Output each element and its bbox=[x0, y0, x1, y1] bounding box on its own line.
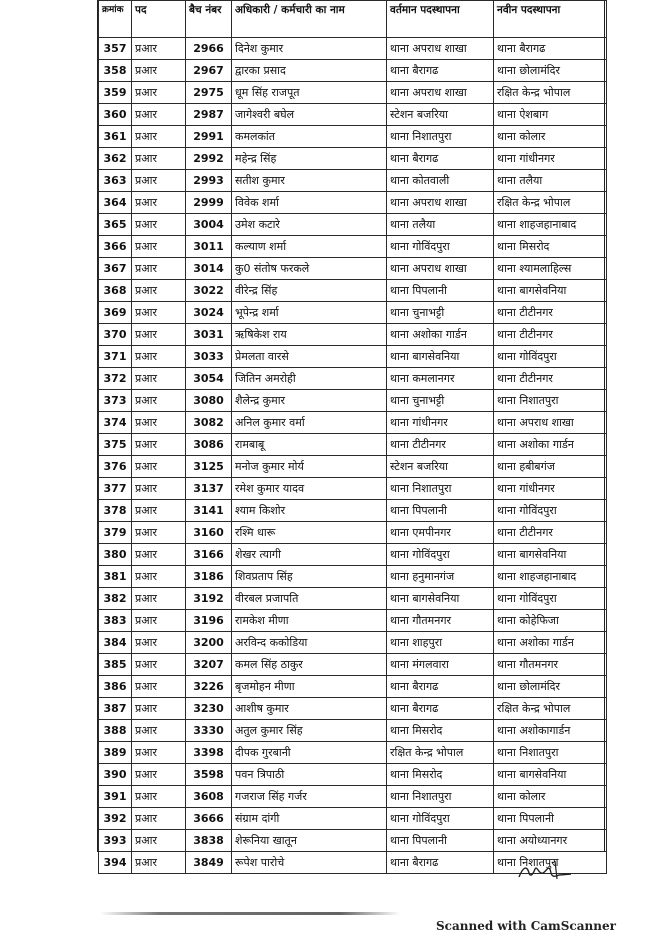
serial-cell: 393 bbox=[99, 830, 132, 852]
new-posting-cell: थाना शाहजहानाबाद bbox=[494, 214, 607, 236]
post-cell: प्रआर bbox=[132, 324, 186, 346]
current-posting-cell: थाना निशातपुरा bbox=[387, 478, 494, 500]
table-row bbox=[99, 742, 607, 764]
name-cell: दिनेश कुमार bbox=[232, 38, 387, 60]
serial-cell: 383 bbox=[99, 610, 132, 632]
serial-cell: 385 bbox=[99, 654, 132, 676]
new-posting-cell: थाना अपराध शाखा bbox=[494, 412, 607, 434]
name-cell: कु0 संतोष फरकले bbox=[232, 258, 387, 280]
batch-cell: 3004 bbox=[186, 214, 232, 236]
new-posting-cell: थाना गोविंदपुरा bbox=[494, 500, 607, 522]
new-posting-cell: थाना अशोकागार्डन bbox=[494, 720, 607, 742]
table-row bbox=[99, 764, 607, 786]
table-row bbox=[99, 720, 607, 742]
batch-cell: 3838 bbox=[186, 830, 232, 852]
batch-cell: 3666 bbox=[186, 808, 232, 830]
current-posting-cell: थाना मंगलवारा bbox=[387, 654, 494, 676]
transfer-table bbox=[98, 0, 607, 874]
new-posting-cell: थाना गांधीनगर bbox=[494, 148, 607, 170]
new-posting-cell: थाना अशोका गार्डन bbox=[494, 632, 607, 654]
name-cell: द्वारका प्रसाद bbox=[232, 60, 387, 82]
batch-cell: 2975 bbox=[186, 82, 232, 104]
name-cell: प्रेमलता वारसे bbox=[232, 346, 387, 368]
new-posting-cell: थाना बैरागढ bbox=[494, 38, 607, 60]
post-cell: प्रआर bbox=[132, 830, 186, 852]
batch-cell: 3186 bbox=[186, 566, 232, 588]
new-posting-cell: थाना छोलामंदिर bbox=[494, 676, 607, 698]
camscanner-watermark: Scanned with CamScanner bbox=[436, 919, 616, 933]
serial-cell: 384 bbox=[99, 632, 132, 654]
table-row bbox=[99, 566, 607, 588]
header-new-posting: नवीन पदस्थापना bbox=[494, 1, 607, 38]
batch-cell: 3082 bbox=[186, 412, 232, 434]
serial-cell: 390 bbox=[99, 764, 132, 786]
batch-cell: 3192 bbox=[186, 588, 232, 610]
post-cell: प्रआर bbox=[132, 302, 186, 324]
table-row bbox=[99, 610, 607, 632]
batch-cell: 3031 bbox=[186, 324, 232, 346]
name-cell: अरविन्द कको‌डिया bbox=[232, 632, 387, 654]
name-cell: रमेश कुमार यादव bbox=[232, 478, 387, 500]
table-header-row bbox=[99, 1, 607, 38]
batch-cell: 3160 bbox=[186, 522, 232, 544]
new-posting-cell: थाना बागसेवनिया bbox=[494, 764, 607, 786]
current-posting-cell: थाना टीटीनगर bbox=[387, 434, 494, 456]
new-posting-cell: थाना निशातपुरा bbox=[494, 390, 607, 412]
serial-cell: 375 bbox=[99, 434, 132, 456]
new-posting-cell: थाना कोलार bbox=[494, 786, 607, 808]
serial-cell: 369 bbox=[99, 302, 132, 324]
current-posting-cell: थाना अपराध शाखा bbox=[387, 192, 494, 214]
current-posting-cell: थाना गोविंदपुरा bbox=[387, 236, 494, 258]
post-cell: प्रआर bbox=[132, 544, 186, 566]
post-cell: प्रआर bbox=[132, 764, 186, 786]
post-cell: प्रआर bbox=[132, 236, 186, 258]
serial-cell: 366 bbox=[99, 236, 132, 258]
name-cell: सतीश कुमार bbox=[232, 170, 387, 192]
signature-mark bbox=[515, 855, 575, 885]
serial-cell: 387 bbox=[99, 698, 132, 720]
post-cell: प्रआर bbox=[132, 412, 186, 434]
new-posting-cell: थाना मिसरोद bbox=[494, 236, 607, 258]
serial-cell: 364 bbox=[99, 192, 132, 214]
batch-cell: 3080 bbox=[186, 390, 232, 412]
current-posting-cell: थाना कमलानगर bbox=[387, 368, 494, 390]
batch-cell: 3033 bbox=[186, 346, 232, 368]
name-cell: वीरेन्द्र सिंह bbox=[232, 280, 387, 302]
new-posting-cell: थाना शाहजहानाबाद bbox=[494, 566, 607, 588]
table-row bbox=[99, 786, 607, 808]
table-row bbox=[99, 126, 607, 148]
new-posting-cell: थाना पिपलानी bbox=[494, 808, 607, 830]
table-row bbox=[99, 38, 607, 60]
name-cell: रामकेश मीणा bbox=[232, 610, 387, 632]
serial-cell: 359 bbox=[99, 82, 132, 104]
post-cell: प्रआर bbox=[132, 808, 186, 830]
post-cell: प्रआर bbox=[132, 654, 186, 676]
post-cell: प्रआर bbox=[132, 280, 186, 302]
header-post: पद bbox=[132, 1, 186, 38]
serial-cell: 382 bbox=[99, 588, 132, 610]
new-posting-cell: थाना गांधीनगर bbox=[494, 478, 607, 500]
name-cell: संग्राम दांगी bbox=[232, 808, 387, 830]
new-posting-cell: थाना हबीबगंज bbox=[494, 456, 607, 478]
current-posting-cell: थाना गोविंदपुरा bbox=[387, 544, 494, 566]
serial-cell: 358 bbox=[99, 60, 132, 82]
post-cell: प्रआर bbox=[132, 38, 186, 60]
scan-edge-line bbox=[100, 912, 400, 915]
new-posting-cell: थाना गोविंदपुरा bbox=[494, 588, 607, 610]
table-row bbox=[99, 346, 607, 368]
batch-cell: 3137 bbox=[186, 478, 232, 500]
new-posting-cell: थाना टीटीनगर bbox=[494, 368, 607, 390]
current-posting-cell: रक्षित केन्द्र भोपाल bbox=[387, 742, 494, 764]
header-serial: क्रमांक bbox=[99, 1, 132, 38]
post-cell: प्रआर bbox=[132, 632, 186, 654]
batch-cell: 2966 bbox=[186, 38, 232, 60]
new-posting-cell: थाना टीटीनगर bbox=[494, 324, 607, 346]
current-posting-cell: थाना बागसेवनिया bbox=[387, 588, 494, 610]
name-cell: कमल सिंह ठाकुर bbox=[232, 654, 387, 676]
current-posting-cell: थाना बागसेवनिया bbox=[387, 346, 494, 368]
post-cell: प्रआर bbox=[132, 258, 186, 280]
current-posting-cell: थाना एमपीनगर bbox=[387, 522, 494, 544]
table-row bbox=[99, 434, 607, 456]
batch-cell: 3011 bbox=[186, 236, 232, 258]
table-row bbox=[99, 280, 607, 302]
post-cell: प्रआर bbox=[132, 676, 186, 698]
post-cell: प्रआर bbox=[132, 500, 186, 522]
post-cell: प्रआर bbox=[132, 192, 186, 214]
table-row bbox=[99, 588, 607, 610]
serial-cell: 388 bbox=[99, 720, 132, 742]
current-posting-cell: थाना निशातपुरा bbox=[387, 786, 494, 808]
post-cell: प्रआर bbox=[132, 82, 186, 104]
batch-cell: 3330 bbox=[186, 720, 232, 742]
table-row bbox=[99, 478, 607, 500]
new-posting-cell: थाना बागसेवनिया bbox=[494, 280, 607, 302]
name-cell: शैलेन्द्र कुमार bbox=[232, 390, 387, 412]
name-cell: बृजमोहन मीणा bbox=[232, 676, 387, 698]
post-cell: प्रआर bbox=[132, 60, 186, 82]
serial-cell: 371 bbox=[99, 346, 132, 368]
post-cell: प्रआर bbox=[132, 478, 186, 500]
current-posting-cell: थाना चुनाभट्टी bbox=[387, 390, 494, 412]
batch-cell: 3022 bbox=[186, 280, 232, 302]
current-posting-cell: थाना शाहपुरा bbox=[387, 632, 494, 654]
name-cell: शेरूनिया खातून bbox=[232, 830, 387, 852]
post-cell: प्रआर bbox=[132, 214, 186, 236]
batch-cell: 3207 bbox=[186, 654, 232, 676]
name-cell: शेखर त्यागी bbox=[232, 544, 387, 566]
table-row bbox=[99, 258, 607, 280]
batch-cell: 3398 bbox=[186, 742, 232, 764]
new-posting-cell: थाना तलैया bbox=[494, 170, 607, 192]
current-posting-cell: थाना गांधीनगर bbox=[387, 412, 494, 434]
serial-cell: 376 bbox=[99, 456, 132, 478]
serial-cell: 360 bbox=[99, 104, 132, 126]
new-posting-cell: थाना अशोका गार्डन bbox=[494, 434, 607, 456]
new-posting-cell: थाना टीटीनगर bbox=[494, 522, 607, 544]
post-cell: प्रआर bbox=[132, 148, 186, 170]
serial-cell: 363 bbox=[99, 170, 132, 192]
post-cell: प्रआर bbox=[132, 346, 186, 368]
table-row bbox=[99, 522, 607, 544]
batch-cell: 3598 bbox=[186, 764, 232, 786]
post-cell: प्रआर bbox=[132, 566, 186, 588]
post-cell: प्रआर bbox=[132, 522, 186, 544]
batch-cell: 3141 bbox=[186, 500, 232, 522]
table-row bbox=[99, 390, 607, 412]
new-posting-cell: रक्षित केन्द्र भोपाल bbox=[494, 698, 607, 720]
name-cell: रश्मि धारू bbox=[232, 522, 387, 544]
table-row bbox=[99, 214, 607, 236]
new-posting-cell: थाना ऐशबाग bbox=[494, 104, 607, 126]
serial-cell: 394 bbox=[99, 852, 132, 874]
batch-cell: 3200 bbox=[186, 632, 232, 654]
post-cell: प्रआर bbox=[132, 852, 186, 874]
current-posting-cell: थाना अपराध शाखा bbox=[387, 258, 494, 280]
current-posting-cell: थाना कोतवाली bbox=[387, 170, 494, 192]
table-row bbox=[99, 632, 607, 654]
table-row bbox=[99, 324, 607, 346]
name-cell: विवेक शर्मा bbox=[232, 192, 387, 214]
name-cell: शिवप्रताप सिंह bbox=[232, 566, 387, 588]
name-cell: जागेश्वरी बघेल bbox=[232, 104, 387, 126]
post-cell: प्रआर bbox=[132, 126, 186, 148]
batch-cell: 2992 bbox=[186, 148, 232, 170]
new-posting-cell: थाना श्यामलाहिल्स bbox=[494, 258, 607, 280]
name-cell: गजराज सिंह गर्जर bbox=[232, 786, 387, 808]
serial-cell: 373 bbox=[99, 390, 132, 412]
name-cell: धूम सिंह राजपूत bbox=[232, 82, 387, 104]
serial-cell: 379 bbox=[99, 522, 132, 544]
serial-cell: 391 bbox=[99, 786, 132, 808]
post-cell: प्रआर bbox=[132, 390, 186, 412]
current-posting-cell: थाना बैरागढ bbox=[387, 148, 494, 170]
current-posting-cell: थाना अपराध शाखा bbox=[387, 38, 494, 60]
table-row bbox=[99, 412, 607, 434]
current-posting-cell: थाना बैरागढ bbox=[387, 852, 494, 874]
batch-cell: 3086 bbox=[186, 434, 232, 456]
post-cell: प्रआर bbox=[132, 170, 186, 192]
name-cell: रामबाबू bbox=[232, 434, 387, 456]
name-cell: जितिन अमरोही bbox=[232, 368, 387, 390]
serial-cell: 380 bbox=[99, 544, 132, 566]
serial-cell: 361 bbox=[99, 126, 132, 148]
name-cell: दीपक गुरबानी bbox=[232, 742, 387, 764]
new-posting-cell: थाना छोलामंदिर bbox=[494, 60, 607, 82]
table-row bbox=[99, 676, 607, 698]
new-posting-cell: थाना कोलार bbox=[494, 126, 607, 148]
new-posting-cell: थाना गौतमनगर bbox=[494, 654, 607, 676]
name-cell: रूपेश पारोचे bbox=[232, 852, 387, 874]
transfer-list-sheet bbox=[97, 0, 605, 869]
name-cell: मनोज कुमार मोर्य bbox=[232, 456, 387, 478]
post-cell: प्रआर bbox=[132, 742, 186, 764]
table-row bbox=[99, 236, 607, 258]
table-row bbox=[99, 456, 607, 478]
header-batch: बैच नंबर bbox=[186, 1, 232, 38]
serial-cell: 374 bbox=[99, 412, 132, 434]
serial-cell: 377 bbox=[99, 478, 132, 500]
current-posting-cell: थाना बैरागढ bbox=[387, 676, 494, 698]
table-row bbox=[99, 830, 607, 852]
serial-cell: 357 bbox=[99, 38, 132, 60]
name-cell: कमलकांत bbox=[232, 126, 387, 148]
serial-cell: 367 bbox=[99, 258, 132, 280]
name-cell: वीरबल प्रजापति bbox=[232, 588, 387, 610]
current-posting-cell: थाना अपराध शाखा bbox=[387, 82, 494, 104]
new-posting-cell: थाना निशातपुरा bbox=[494, 852, 607, 874]
table-row bbox=[99, 60, 607, 82]
table-row bbox=[99, 368, 607, 390]
batch-cell: 3166 bbox=[186, 544, 232, 566]
current-posting-cell: थाना बैरागढ bbox=[387, 60, 494, 82]
new-posting-cell: रक्षित केन्द्र भोपाल bbox=[494, 192, 607, 214]
batch-cell: 3014 bbox=[186, 258, 232, 280]
serial-cell: 386 bbox=[99, 676, 132, 698]
batch-cell: 3125 bbox=[186, 456, 232, 478]
post-cell: प्रआर bbox=[132, 104, 186, 126]
header-name: अधिकारी / कर्मचारी का नाम bbox=[232, 1, 387, 38]
serial-cell: 362 bbox=[99, 148, 132, 170]
name-cell: उमेश कटारे bbox=[232, 214, 387, 236]
current-posting-cell: थाना गोविंदपुरा bbox=[387, 808, 494, 830]
current-posting-cell: थाना पिपलानी bbox=[387, 280, 494, 302]
serial-cell: 392 bbox=[99, 808, 132, 830]
name-cell: आशीष कुमार bbox=[232, 698, 387, 720]
new-posting-cell: रक्षित केन्द्र भोपाल bbox=[494, 82, 607, 104]
serial-cell: 378 bbox=[99, 500, 132, 522]
batch-cell: 2987 bbox=[186, 104, 232, 126]
current-posting-cell: थाना पिपलानी bbox=[387, 500, 494, 522]
name-cell: ऋषिकेश राय bbox=[232, 324, 387, 346]
header-current-posting: वर्तमान पदस्थापना bbox=[387, 1, 494, 38]
post-cell: प्रआर bbox=[132, 610, 186, 632]
table-row bbox=[99, 148, 607, 170]
new-posting-cell: थाना टीटीनगर bbox=[494, 302, 607, 324]
table-row bbox=[99, 500, 607, 522]
serial-cell: 372 bbox=[99, 368, 132, 390]
post-cell: प्रआर bbox=[132, 698, 186, 720]
current-posting-cell: स्टेशन बजरिया bbox=[387, 104, 494, 126]
serial-cell: 370 bbox=[99, 324, 132, 346]
table-row bbox=[99, 192, 607, 214]
current-posting-cell: थाना अशोका गार्डन bbox=[387, 324, 494, 346]
name-cell: श्याम किशोर bbox=[232, 500, 387, 522]
current-posting-cell: थाना पिपलानी bbox=[387, 830, 494, 852]
name-cell: अनिल कुमार वर्मा bbox=[232, 412, 387, 434]
new-posting-cell: थाना कोहेफिजा bbox=[494, 610, 607, 632]
batch-cell: 3024 bbox=[186, 302, 232, 324]
table-row bbox=[99, 82, 607, 104]
new-posting-cell: थाना अयोध्यानगर bbox=[494, 830, 607, 852]
current-posting-cell: थाना तलैया bbox=[387, 214, 494, 236]
current-posting-cell: थाना चुनाभट्टी bbox=[387, 302, 494, 324]
current-posting-cell: थाना मिसरोद bbox=[387, 764, 494, 786]
batch-cell: 3054 bbox=[186, 368, 232, 390]
current-posting-cell: थाना बैरागढ bbox=[387, 698, 494, 720]
serial-cell: 389 bbox=[99, 742, 132, 764]
name-cell: भूपेन्द्र शर्मा bbox=[232, 302, 387, 324]
table-row bbox=[99, 104, 607, 126]
current-posting-cell: थाना निशातपुरा bbox=[387, 126, 494, 148]
current-posting-cell: स्टेशन बजरिया bbox=[387, 456, 494, 478]
batch-cell: 3608 bbox=[186, 786, 232, 808]
batch-cell: 3849 bbox=[186, 852, 232, 874]
post-cell: प्रआर bbox=[132, 456, 186, 478]
table-row bbox=[99, 654, 607, 676]
current-posting-cell: थाना हनुमानगंज bbox=[387, 566, 494, 588]
post-cell: प्रआर bbox=[132, 786, 186, 808]
table-body bbox=[99, 38, 607, 874]
serial-cell: 365 bbox=[99, 214, 132, 236]
batch-cell: 2993 bbox=[186, 170, 232, 192]
batch-cell: 3196 bbox=[186, 610, 232, 632]
name-cell: पवन त्रिपाठी bbox=[232, 764, 387, 786]
table-row bbox=[99, 302, 607, 324]
batch-cell: 3230 bbox=[186, 698, 232, 720]
new-posting-cell: थाना निशातपुरा bbox=[494, 742, 607, 764]
post-cell: प्रआर bbox=[132, 588, 186, 610]
post-cell: प्रआर bbox=[132, 434, 186, 456]
serial-cell: 381 bbox=[99, 566, 132, 588]
batch-cell: 2991 bbox=[186, 126, 232, 148]
batch-cell: 3226 bbox=[186, 676, 232, 698]
post-cell: प्रआर bbox=[132, 368, 186, 390]
batch-cell: 2999 bbox=[186, 192, 232, 214]
name-cell: महेन्द्र सिंह bbox=[232, 148, 387, 170]
batch-cell: 2967 bbox=[186, 60, 232, 82]
serial-cell: 368 bbox=[99, 280, 132, 302]
current-posting-cell: थाना मिसरोद bbox=[387, 720, 494, 742]
new-posting-cell: थाना गोविंदपुरा bbox=[494, 346, 607, 368]
table-row bbox=[99, 170, 607, 192]
table-row bbox=[99, 808, 607, 830]
name-cell: अतुल कुमार सिंह bbox=[232, 720, 387, 742]
name-cell: कल्याण शर्मा bbox=[232, 236, 387, 258]
current-posting-cell: थाना गौतमनगर bbox=[387, 610, 494, 632]
table-row bbox=[99, 544, 607, 566]
post-cell: प्रआर bbox=[132, 720, 186, 742]
new-posting-cell: थाना बागसेवनिया bbox=[494, 544, 607, 566]
table-row bbox=[99, 698, 607, 720]
